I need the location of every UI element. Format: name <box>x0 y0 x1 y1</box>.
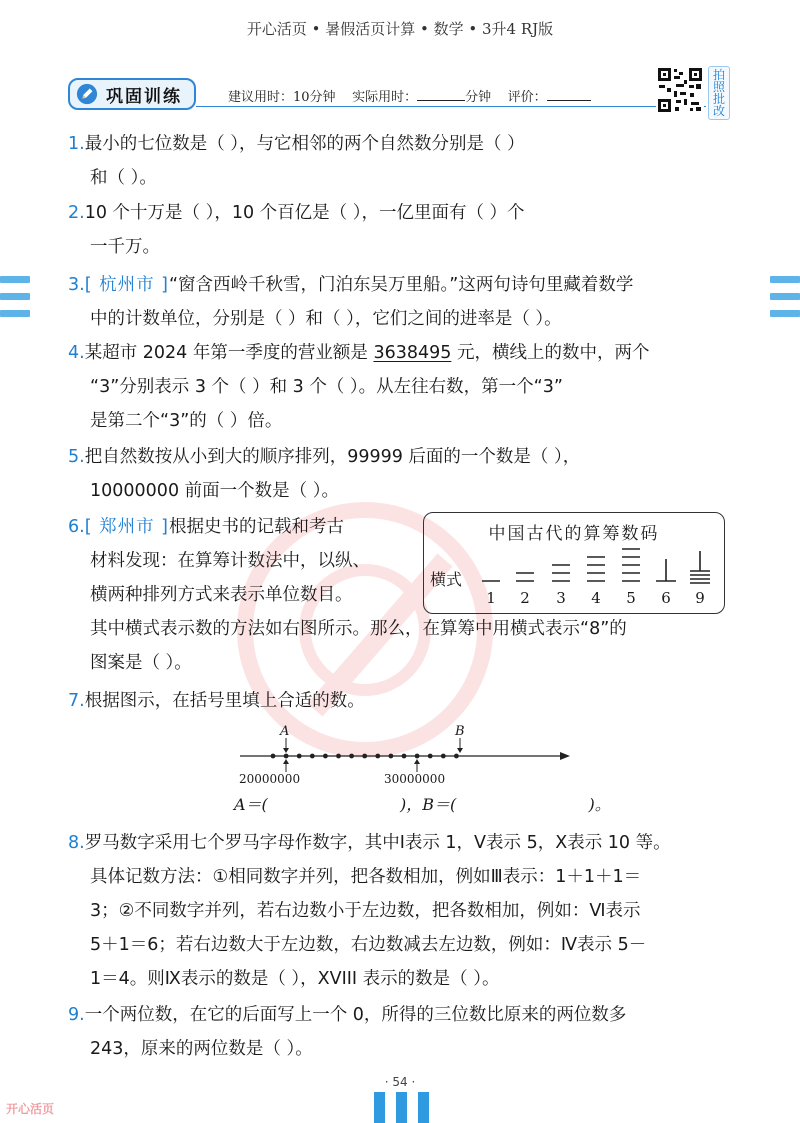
q7-answer-line: A＝( )，B＝( )。 <box>234 795 611 814</box>
number-line-dot <box>454 754 459 759</box>
page-number: · 54 · <box>384 1075 416 1089</box>
label-b: B <box>455 724 465 739</box>
rod-number: 6 <box>661 589 671 607</box>
underlined-number: 3638495 <box>373 343 452 363</box>
rod-number: 4 <box>591 589 601 607</box>
number-line-dot <box>441 754 446 759</box>
figure-row-label: 横式 <box>430 570 463 589</box>
section-title: 巩固训练 <box>106 86 182 107</box>
evaluation-label: 评价： <box>507 90 547 105</box>
region-tag: [ 杭州市 ] <box>84 275 169 295</box>
rod-number: 9 <box>695 589 705 607</box>
photo-grading-label: 拍照批改 <box>708 66 730 120</box>
counting-rods-figure <box>423 512 725 614</box>
question-1: 1.最小的七位数是（ ），与它相邻的两个自然数分别是（ ） 和（ ）。 <box>68 134 525 188</box>
right-side-bars <box>770 276 800 327</box>
question-3: 3.[ 杭州市 ]“窗含西岭千秋雪，门泊东吴万里船。”这两句诗句里藏着数学 中的计数单位，分别是（ ）和（ ），它们之间的进率是（ ）。 <box>68 275 634 329</box>
question-9: 9.一个两位数，在它的后面写上一个 0，所得的三位数比原来的两位数多 243，原来的两位数是（ ）。 <box>68 1005 627 1059</box>
number-line-dot <box>375 754 380 759</box>
number-line-dot <box>271 754 276 759</box>
number-line-dot <box>402 754 407 759</box>
question-5: 5.把自然数按从小到大的顺序排列，99999 后面的一个数是（ ）， 10000000 前面一个数是（ ）。 <box>68 447 581 501</box>
question-6: 6.[ 郑州市 ]根据史书的记载和考古 材料发现：在算筹计数法中，以纵、 横两种排列方式来表示单位数目。 其中横式表示数的方法如右图所示。那么，在算筹中用横式表示“8”的 图案是（ ）。 <box>68 517 627 673</box>
question-2: 2.10 个十万是（ ），10 个百亿是（ ），一亿里面有（ ）个 一千万。 <box>68 203 525 257</box>
section-bar <box>68 78 638 112</box>
question-8: 8.罗马数字采用七个罗马字母作数字，其中Ⅰ表示 1，Ⅴ表示 5，Ⅹ表示 10 等。 具体记数方法：①相同数字并列，把各数相加，例如Ⅲ表示：1＋1＋1＝ 3；②不同数字并列，若右边数小于左边数，把各数相加，例如：Ⅵ表示 5＋1＝6；若右边数大于左边数，右边数减去左边数，例如：Ⅳ表示 5－ 1＝4。则Ⅸ表示的数是（ ），XVIII 表示的数是（ ）。 <box>68 833 671 989</box>
number-line-dot <box>310 754 315 759</box>
number-line-dot <box>389 754 394 759</box>
number-line-dot <box>362 754 367 759</box>
actual-time-unit: 分钟 <box>465 90 492 105</box>
number-line-dot <box>336 754 341 759</box>
time-meta <box>228 86 591 105</box>
question-4: 4.某超市 2024 年第一季度的营业额是 3638495 元，横线上的数中，两个 “3”分别表示 3 个（ ）和 3 个（ ）。从左往右数，第一个“3” 是第二个“3”的（ ）倍。 <box>68 343 650 431</box>
region-tag: [ 郑州市 ] <box>84 517 169 537</box>
pencil-icon <box>76 83 98 105</box>
question-7: 7.根据图示，在括号里填上合适的数。 <box>68 691 365 711</box>
tick-20000000: 20000000 <box>239 772 301 786</box>
rod-number: 5 <box>626 589 636 607</box>
footer-bars <box>374 1092 430 1123</box>
section-badge <box>68 78 196 110</box>
number-line-dot <box>323 754 328 759</box>
tick-30000000: 30000000 <box>384 772 446 786</box>
section-underline <box>196 106 706 107</box>
number-line-dot <box>284 754 289 759</box>
figure-title: 中国古代的算筹数码 <box>488 524 660 544</box>
left-side-bars <box>0 276 30 327</box>
rod-glyphs <box>424 513 726 615</box>
rod-number: 1 <box>486 589 496 607</box>
number-line-dot <box>349 754 354 759</box>
number-line-dot <box>428 754 433 759</box>
rod-number: 2 <box>520 589 530 607</box>
page-header: 开心活页 • 暑假活页计算 • 数学 • 3升4 RJ版 <box>246 20 554 38</box>
brand-logo: 开心活页 <box>6 1102 55 1116</box>
number-line-dot <box>415 754 420 759</box>
qr-code-icon[interactable] <box>656 66 704 114</box>
actual-time-label: 实际用时： <box>352 90 418 105</box>
label-a: A <box>280 724 290 739</box>
evaluation-blank[interactable] <box>547 88 591 101</box>
number-line-dot <box>297 754 302 759</box>
rod-number: 3 <box>556 589 566 607</box>
actual-time-blank[interactable] <box>417 88 465 101</box>
suggest-time: 建议用时：10分钟 <box>228 90 336 105</box>
